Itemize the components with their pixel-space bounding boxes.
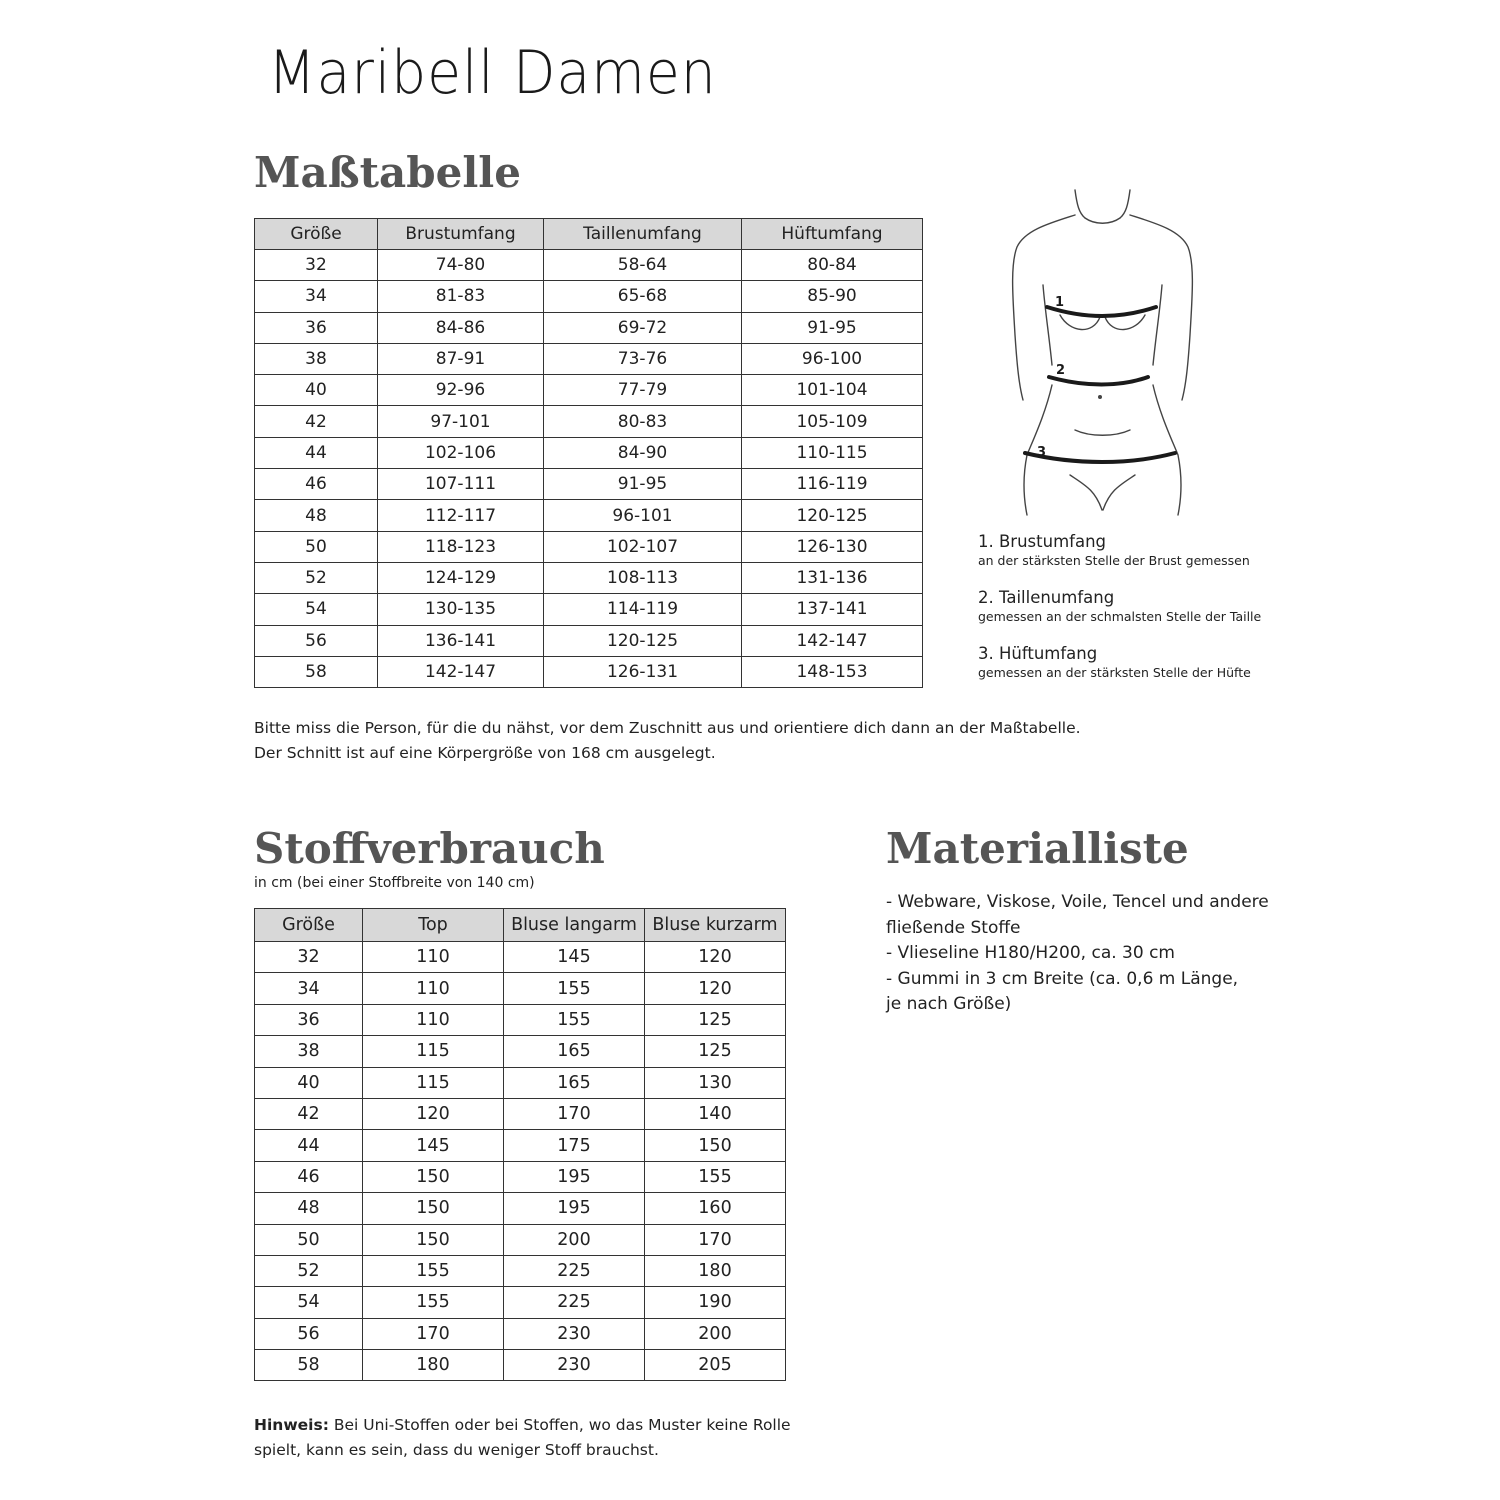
table-cell: 32: [255, 250, 378, 281]
table-cell: 125: [645, 1036, 786, 1067]
right-torso-line: [1153, 285, 1162, 365]
body-measurement-figure: [1005, 185, 1200, 520]
table-cell: 91-95: [544, 469, 742, 500]
table-row: [255, 1224, 786, 1255]
right-arm-outline: [1130, 215, 1192, 400]
table-cell: 58-64: [544, 250, 742, 281]
materials-line: fließende Stoffe: [886, 917, 1021, 938]
table-row: [255, 531, 923, 562]
table-cell: 84-90: [544, 437, 742, 468]
size-table: [254, 218, 923, 688]
table-cell: 50: [255, 531, 378, 562]
table-cell: 140: [645, 1098, 786, 1129]
table-cell: 195: [504, 1193, 645, 1224]
table-cell: 77-79: [544, 375, 742, 406]
table-cell: 80-83: [544, 406, 742, 437]
legend-hip-desc: gemessen an der stärksten Stelle der Hüfte: [978, 665, 1251, 680]
table-cell: 165: [504, 1067, 645, 1098]
fabric-table-header-row: [255, 909, 786, 942]
table-cell: 125: [645, 1004, 786, 1035]
table-cell: 48: [255, 500, 378, 531]
fabric-table-subheading: in cm (bei einer Stoffbreite von 140 cm): [254, 875, 535, 891]
table-cell: 114-119: [544, 594, 742, 625]
table-cell: 56: [255, 1318, 363, 1349]
table-cell: 120-125: [742, 500, 923, 531]
table-cell: 110: [363, 973, 504, 1004]
table-cell: 92-96: [378, 375, 544, 406]
waist-band: [1049, 377, 1148, 385]
left-crotch-line: [1070, 475, 1102, 510]
table-row: [255, 375, 923, 406]
table-cell: 155: [363, 1287, 504, 1318]
table-cell: 137-141: [742, 594, 923, 625]
table-cell: 87-91: [378, 343, 544, 374]
table-cell: 170: [504, 1098, 645, 1129]
col-header-blouse-short: Bluse kurzarm: [645, 909, 786, 942]
table-cell: 190: [645, 1287, 786, 1318]
legend-waist-desc: gemessen an der schmalsten Stelle der Taille: [978, 609, 1262, 624]
table-cell: 52: [255, 562, 378, 593]
table-cell: 148-153: [742, 656, 923, 687]
marker-1: 1: [1055, 295, 1065, 310]
table-cell: 50: [255, 1224, 363, 1255]
collar-line: [1085, 218, 1120, 223]
table-cell: 80-84: [742, 250, 923, 281]
table-row: [255, 343, 923, 374]
table-cell: 54: [255, 594, 378, 625]
table-cell: 48: [255, 1193, 363, 1224]
table-row: [255, 281, 923, 312]
table-row: [255, 1161, 786, 1192]
table-row: [255, 942, 786, 973]
table-row: [255, 500, 923, 531]
table-cell: 96-100: [742, 343, 923, 374]
table-cell: 38: [255, 1036, 363, 1067]
table-cell: 110: [363, 942, 504, 973]
table-cell: 102-106: [378, 437, 544, 468]
fabric-note-line-1: Bei Uni-Stoffen oder bei Stoffen, wo das Muster keine Rolle: [328, 1416, 791, 1434]
legend-bust-label: 1. Brustumfang: [978, 532, 1106, 551]
table-cell: 69-72: [544, 312, 742, 343]
table-row: [255, 594, 923, 625]
table-cell: 56: [255, 625, 378, 656]
table-cell: 170: [363, 1318, 504, 1349]
table-cell: 102-107: [544, 531, 742, 562]
table-row: [255, 437, 923, 468]
table-cell: 145: [363, 1130, 504, 1161]
table-cell: 124-129: [378, 562, 544, 593]
table-row: [255, 250, 923, 281]
table-cell: 85-90: [742, 281, 923, 312]
fabric-table-heading: Stoffverbrauch: [254, 824, 605, 873]
size-table-header-row: [255, 219, 923, 250]
table-cell: 36: [255, 312, 378, 343]
table-cell: 150: [363, 1161, 504, 1192]
table-cell: 180: [645, 1255, 786, 1286]
table-cell: 120-125: [544, 625, 742, 656]
legend-hip-label: 3. Hüftumfang: [978, 644, 1098, 663]
table-row: [255, 1287, 786, 1318]
size-note-line-2: Der Schnitt ist auf eine Körpergröße von 168 cm ausgelegt.: [254, 744, 716, 762]
table-row: [255, 973, 786, 1004]
materials-line: - Gummi in 3 cm Breite (ca. 0,6 m Länge,: [886, 968, 1239, 989]
col-header-size: Größe: [255, 909, 363, 942]
table-row: [255, 1130, 786, 1161]
table-cell: 97-101: [378, 406, 544, 437]
table-row: [255, 1004, 786, 1035]
table-cell: 126-131: [544, 656, 742, 687]
table-cell: 40: [255, 375, 378, 406]
fabric-note: [254, 1413, 814, 1463]
table-row: [255, 1067, 786, 1098]
table-cell: 74-80: [378, 250, 544, 281]
table-cell: 46: [255, 1161, 363, 1192]
table-cell: 115: [363, 1067, 504, 1098]
table-cell: 107-111: [378, 469, 544, 500]
table-cell: 200: [645, 1318, 786, 1349]
table-cell: 155: [363, 1255, 504, 1286]
table-cell: 110: [363, 1004, 504, 1035]
size-table-heading: Maßtabelle: [254, 148, 521, 197]
table-cell: 130: [645, 1067, 786, 1098]
table-cell: 142-147: [378, 656, 544, 687]
table-cell: 116-119: [742, 469, 923, 500]
table-cell: 108-113: [544, 562, 742, 593]
col-header-hip: Hüftumfang: [742, 219, 923, 250]
table-cell: 118-123: [378, 531, 544, 562]
size-note: [254, 716, 1154, 766]
table-cell: 145: [504, 942, 645, 973]
table-cell: 40: [255, 1067, 363, 1098]
table-cell: 230: [504, 1350, 645, 1381]
table-cell: 42: [255, 1098, 363, 1129]
legend-waist-label: 2. Taillenumfang: [978, 588, 1115, 607]
table-row: [255, 656, 923, 687]
size-note-line-1: Bitte miss die Person, für die du nähst, vor dem Zuschnitt aus und orientiere dich dann an der Maßtabelle.: [254, 719, 1081, 737]
materials-line: - Webware, Viskose, Voile, Tencel und andere: [886, 892, 1269, 912]
table-cell: 150: [363, 1224, 504, 1255]
table-cell: 120: [645, 973, 786, 1004]
table-cell: 81-83: [378, 281, 544, 312]
table-cell: 96-101: [544, 500, 742, 531]
col-header-blouse-long: Bluse langarm: [504, 909, 645, 942]
table-cell: 195: [504, 1161, 645, 1192]
table-cell: 101-104: [742, 375, 923, 406]
table-cell: 44: [255, 437, 378, 468]
table-cell: 91-95: [742, 312, 923, 343]
legend-bust-desc: an der stärksten Stelle der Brust gemessen: [978, 553, 1250, 568]
table-row: [255, 406, 923, 437]
materials-list: [886, 890, 1306, 1018]
table-row: [255, 1098, 786, 1129]
right-hip-line: [1153, 385, 1181, 515]
legend-hip: [978, 644, 1251, 682]
table-row: [255, 1036, 786, 1067]
table-row: [255, 312, 923, 343]
col-header-bust: Brustumfang: [378, 219, 544, 250]
table-cell: 46: [255, 469, 378, 500]
col-header-top: Top: [363, 909, 504, 942]
marker-2: 2: [1056, 363, 1066, 378]
marker-3: 3: [1037, 445, 1047, 460]
table-cell: 112-117: [378, 500, 544, 531]
table-cell: 44: [255, 1130, 363, 1161]
col-header-waist: Taillenumfang: [544, 219, 742, 250]
table-cell: 73-76: [544, 343, 742, 374]
table-cell: 110-115: [742, 437, 923, 468]
neck-left-line: [1075, 190, 1085, 218]
table-cell: 175: [504, 1130, 645, 1161]
table-cell: 225: [504, 1287, 645, 1318]
table-cell: 120: [645, 942, 786, 973]
table-cell: 170: [645, 1224, 786, 1255]
table-cell: 54: [255, 1287, 363, 1318]
table-cell: 136-141: [378, 625, 544, 656]
table-cell: 130-135: [378, 594, 544, 625]
table-cell: 225: [504, 1255, 645, 1286]
table-cell: 52: [255, 1255, 363, 1286]
fabric-note-label: Hinweis:: [254, 1416, 329, 1434]
fabric-note-line-2: spielt, kann es sein, dass du weniger Stoff brauchst.: [254, 1441, 659, 1459]
table-cell: 131-136: [742, 562, 923, 593]
table-cell: 120: [363, 1098, 504, 1129]
right-crotch-line: [1103, 475, 1135, 510]
table-cell: 230: [504, 1318, 645, 1349]
hip-band: [1025, 453, 1175, 462]
materials-heading: Materialliste: [886, 824, 1189, 873]
table-cell: 32: [255, 942, 363, 973]
table-row: [255, 469, 923, 500]
table-cell: 142-147: [742, 625, 923, 656]
table-cell: 126-130: [742, 531, 923, 562]
table-cell: 155: [504, 973, 645, 1004]
navel-dot: [1098, 395, 1102, 399]
page-title: Maribell Damen: [268, 38, 717, 108]
table-cell: 65-68: [544, 281, 742, 312]
table-cell: 150: [363, 1193, 504, 1224]
table-row: [255, 562, 923, 593]
table-cell: 42: [255, 406, 378, 437]
table-cell: 105-109: [742, 406, 923, 437]
table-cell: 165: [504, 1036, 645, 1067]
neck-right-line: [1120, 190, 1130, 218]
left-torso-line: [1043, 285, 1052, 365]
materials-line: - Vlieseline H180/H200, ca. 30 cm: [886, 943, 1175, 963]
table-cell: 160: [645, 1193, 786, 1224]
table-row: [255, 1193, 786, 1224]
legend-bust: [978, 532, 1250, 570]
table-cell: 38: [255, 343, 378, 374]
left-arm-outline: [1013, 215, 1075, 400]
belly-line: [1075, 430, 1130, 435]
table-cell: 155: [504, 1004, 645, 1035]
table-cell: 205: [645, 1350, 786, 1381]
table-row: [255, 1255, 786, 1286]
legend-waist: [978, 588, 1261, 626]
materials-line: je nach Größe): [886, 994, 1012, 1014]
table-cell: 58: [255, 656, 378, 687]
col-header-size: Größe: [255, 219, 378, 250]
table-cell: 150: [645, 1130, 786, 1161]
table-cell: 155: [645, 1161, 786, 1192]
table-row: [255, 625, 923, 656]
table-cell: 200: [504, 1224, 645, 1255]
table-row: [255, 1318, 786, 1349]
table-cell: 34: [255, 973, 363, 1004]
table-cell: 84-86: [378, 312, 544, 343]
table-cell: 34: [255, 281, 378, 312]
table-row: [255, 1350, 786, 1381]
table-cell: 36: [255, 1004, 363, 1035]
table-cell: 58: [255, 1350, 363, 1381]
table-cell: 180: [363, 1350, 504, 1381]
fabric-table: [254, 908, 786, 1381]
table-cell: 115: [363, 1036, 504, 1067]
